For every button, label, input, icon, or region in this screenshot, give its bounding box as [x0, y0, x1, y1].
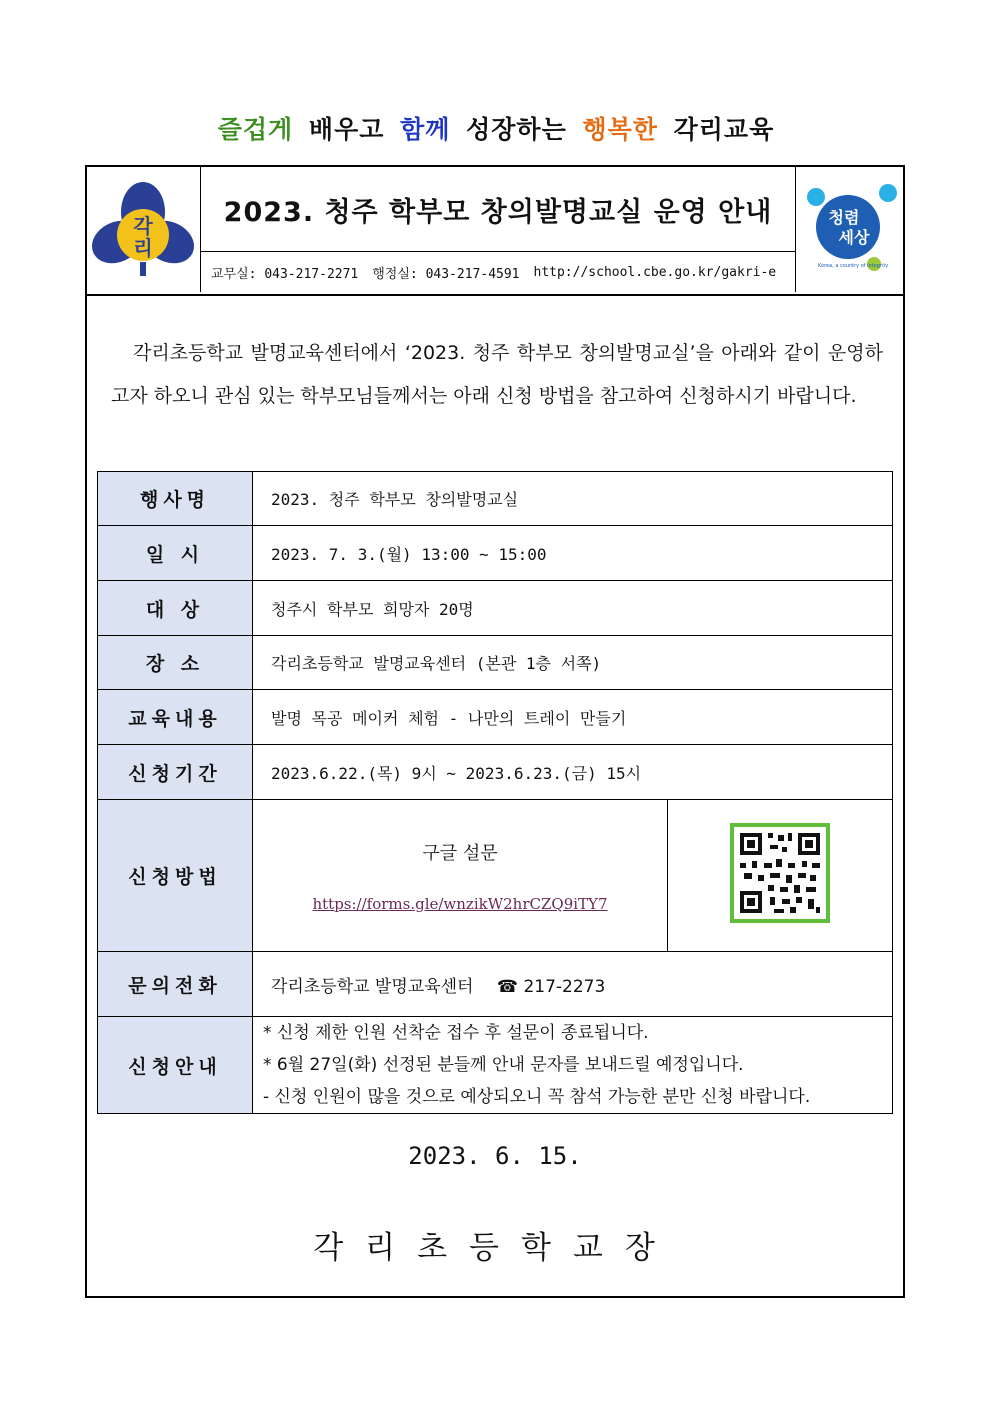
qr-code-icon[interactable]	[730, 823, 830, 923]
document-header	[87, 167, 903, 296]
table-row	[98, 636, 893, 690]
place-value: 각리초등학교 발명교육센터 (본관 1층 서쪽)	[253, 636, 893, 690]
badge-small-text: Korea, a country of integrity	[818, 263, 889, 269]
phone-value: 각리초등학교 발명교육센터	[271, 976, 474, 997]
slogan-part: 성장하는	[466, 115, 567, 144]
notice-line: - 신청 인원이 많을 것으로 예상되오니 꼭 참석 가능한 분만 신청 바랍니다.	[263, 1087, 811, 1107]
logo-text-bottom: 리	[133, 236, 153, 260]
table-row	[98, 581, 893, 636]
date-value: 2023. 7. 3.(월) 13:00 ~ 15:00	[253, 526, 893, 581]
table-row	[98, 690, 893, 745]
school-logo	[87, 167, 201, 292]
notice-cell	[253, 1017, 893, 1114]
contact-info	[201, 252, 795, 292]
badge-text-line1: 청렴	[828, 208, 860, 227]
telephone-icon: ☎	[496, 976, 519, 997]
document-title: 2023. 청주 학부모 창의발명교실 운영 안내	[223, 196, 773, 228]
table-row	[98, 1017, 893, 1114]
intro-paragraph: 각리초등학교 발명교육센터에서 ‘2023. 청주 학부모 창의발명교실’을 아래와 같이 운영하고자 하오니 관심 있는 학부모님들께서는 아래 신청 방법을 참고하여 신청하시기 바랍니다.	[111, 342, 883, 407]
table-row	[98, 952, 893, 1017]
document-frame	[85, 165, 905, 1298]
qr-cell	[668, 800, 893, 952]
content-value: 발명 목공 메이커 체험 - 나만의 트레이 만들기	[253, 690, 893, 745]
notice-line: * 6월 27일(화) 선정된 분들께 안내 문자를 보내드릴 예정입니다.	[263, 1055, 744, 1075]
phone-label: 문의전화	[98, 952, 253, 1017]
period-label: 신청기간	[98, 745, 253, 800]
badge-text-line2: 세상	[838, 228, 870, 247]
signature: 각리초등학교장	[313, 1230, 677, 1266]
notice-line: * 신청 제한 인원 선착순 접수 후 설문이 종료됩니다.	[263, 1023, 649, 1043]
place-label: 장 소	[98, 636, 253, 690]
slogan-part: 각리교육	[673, 115, 775, 144]
integrity-badge	[795, 167, 904, 292]
target-value: 청주시 학부모 희망자 20명	[253, 581, 893, 636]
table-row	[98, 472, 893, 526]
period-value: 2023.6.22.(목) 9시 ~ 2023.6.23.(금) 15시	[253, 745, 893, 800]
event-value: 2023. 청주 학부모 창의발명교실	[253, 472, 893, 526]
content-label: 교육내용	[98, 690, 253, 745]
school-emblem-icon	[87, 167, 200, 292]
title-cell	[201, 167, 795, 252]
slogan-part: 즐겁게	[217, 115, 294, 144]
table-row	[98, 526, 893, 581]
admin-phone: 행정실: 043-217-4591	[372, 266, 520, 282]
date-label: 일 시	[98, 526, 253, 581]
office-phone: 교무실: 043-217-2271	[211, 266, 359, 282]
slogan-part: 배우고	[308, 115, 385, 144]
logo-text-top: 각	[133, 214, 153, 238]
slogan-part: 함께	[400, 115, 451, 144]
target-label: 대 상	[98, 581, 253, 636]
slogan	[0, 110, 992, 146]
event-label: 행사명	[98, 472, 253, 526]
school-url[interactable]: http://school.cbe.go.kr/gakri-e	[533, 264, 777, 280]
phone-cell	[253, 952, 893, 1017]
issue-date: 2023. 6. 15.	[408, 1142, 582, 1170]
info-table	[97, 471, 893, 1114]
table-row	[98, 745, 893, 800]
method-label: 신청방법	[98, 800, 253, 952]
notice-label: 신청안내	[98, 1017, 253, 1114]
phone-number: 217-2273	[523, 976, 606, 997]
integrity-badge-icon	[796, 167, 904, 292]
survey-link[interactable]: https://forms.gle/wnzikW2hrCZQ9iTY7	[312, 894, 608, 913]
intro-text	[111, 332, 883, 418]
table-row	[98, 800, 893, 952]
method-cell	[253, 800, 668, 952]
slogan-part: 행복한	[582, 115, 658, 144]
method-title: 구글 설문	[422, 842, 498, 864]
